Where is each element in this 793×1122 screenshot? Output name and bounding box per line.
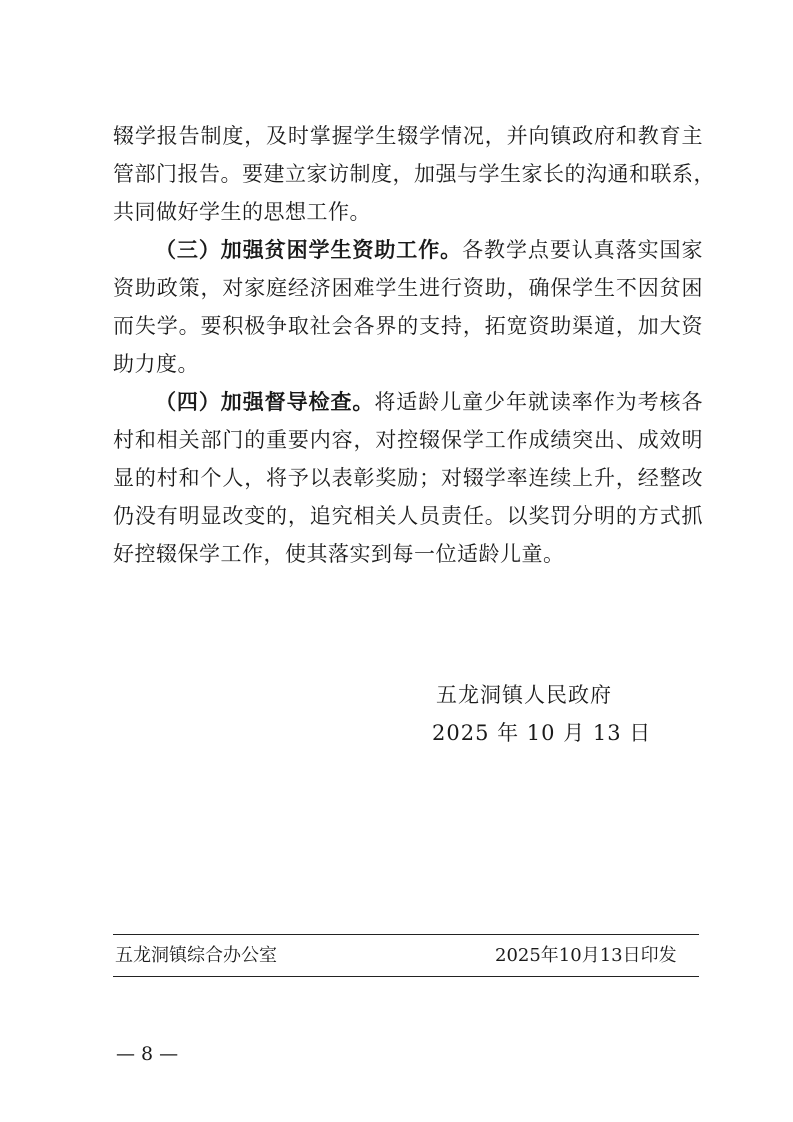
body-line: 仍没有明显改变的，追究相关人员责任。以奖罚分明的方式抓 (113, 504, 703, 528)
body-line: 村和相关部门的重要内容，对控辍保学工作成绩突出、成效明 (113, 428, 703, 452)
body-line: 管部门报告。要建立家访制度，加强与学生家长的沟通和联系， (113, 162, 715, 186)
signature-organization: 五龙洞镇人民政府 (436, 683, 612, 707)
section-three-first-line (155, 236, 703, 264)
footer-bottom-rule (113, 976, 699, 977)
signature-date: 2025 年 10 月 13 日 (432, 721, 652, 745)
body-line: 辍学报告制度，及时掌握学生辍学情况，并向镇政府和教育主 (113, 124, 703, 148)
body-line: 资助政策，对家庭经济困难学生进行资助，确保学生不因贫困 (113, 276, 703, 300)
page-number: — 8 — (116, 1043, 179, 1065)
section-three-heading: （三）加强贫困学生资助工作。 (155, 237, 463, 262)
section-three-text: 各教学点要认真落实国家 (462, 238, 703, 262)
section-four-heading: （四）加强督导检查。 (155, 389, 375, 414)
section-four-first-line (155, 388, 703, 416)
footer-issuer: 五龙洞镇综合办公室 (115, 945, 277, 966)
body-line: 共同做好学生的思想工作。 (113, 200, 371, 224)
section-four-text: 将适龄儿童少年就读率作为考核各 (374, 390, 703, 414)
body-line: 显的村和个人，将予以表彰奖励；对辍学率连续上升，经整改 (113, 466, 703, 490)
footer-top-rule (113, 934, 699, 935)
body-line: 而失学。要积极争取社会各界的支持，拓宽资助渠道，加大资 (113, 314, 703, 338)
body-line: 助力度。 (113, 352, 199, 376)
body-line: 好控辍保学工作，使其落实到每一位适龄儿童。 (113, 542, 565, 566)
footer-print-date: 2025年10月13日印发 (495, 945, 677, 966)
